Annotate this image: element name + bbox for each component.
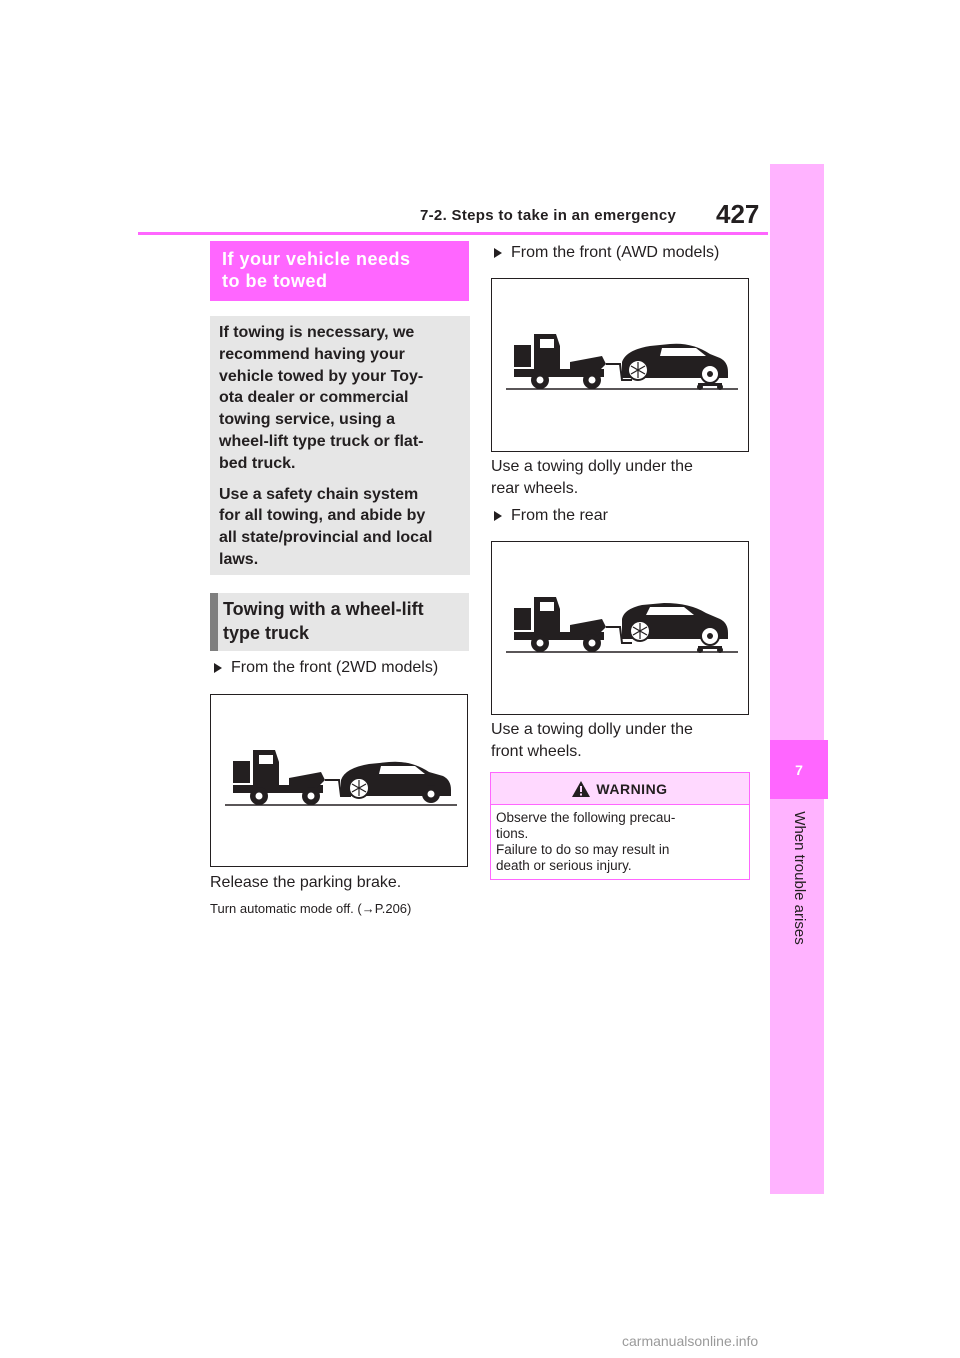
intro-box — [210, 316, 470, 575]
item-from-rear: From the rear — [494, 507, 608, 525]
footer-watermark[interactable]: carmanualsonline.info — [622, 1333, 759, 1349]
tow-truck-dolly-illustration-icon — [492, 279, 750, 453]
page-number: 427 — [716, 199, 760, 229]
bullet-triangle-icon — [494, 248, 502, 258]
heading-if-vehicle-needs-towing: If your vehicle needs to be towed — [210, 241, 469, 301]
warning-box — [490, 772, 750, 880]
warning-header — [491, 773, 749, 805]
chapter-label: When trouble arises — [791, 811, 808, 945]
item-front-2wd: From the front (2WD models) — [214, 659, 438, 677]
warning-title: WARNING — [596, 780, 668, 797]
note-dolly-rear-wheels: Use a towing dolly under the rear wheels. — [491, 458, 693, 497]
heading-towing-wheel-lift: Towing with a wheel-lift type truck — [210, 593, 469, 651]
chapter-side-tab — [770, 164, 824, 1194]
intro-paragraph-1: If towing is necessary, we recommend having your vehicle towed by your Toy- ota dealer or commercial towing service, using a wheel-lift type truck or flat- bed truck. — [219, 324, 424, 472]
section-title: 7-2. Steps to take in an emergency — [420, 207, 677, 224]
header-rule — [138, 232, 768, 235]
bullet-triangle-icon — [214, 663, 222, 673]
bullet-triangle-icon — [494, 511, 502, 521]
tow-truck-rear-illustration-icon — [492, 542, 750, 716]
note-turn-automatic-mode-off: Turn automatic mode off. (→P.206) — [210, 901, 412, 916]
warning-triangle-icon — [572, 781, 590, 797]
intro-paragraph-2: Use a safety chain system for all towing, and abide by all state/provincial and local laws. — [219, 485, 433, 568]
warning-text: Observe the following precau- tions. Failure to do so may result in death or serious injury. — [496, 810, 676, 873]
arrow-icon: → — [361, 901, 375, 916]
tow-truck-illustration-icon — [211, 695, 469, 868]
item-front-awd: From the front (AWD models) — [494, 244, 719, 262]
note-release-parking-brake: Release the parking brake. — [210, 874, 402, 891]
figure-tow-front-2wd — [210, 694, 468, 867]
figure-tow-front-awd — [491, 278, 749, 452]
chapter-number: 7 — [770, 740, 828, 799]
note-dolly-front-wheels: Use a towing dolly under the front wheels. — [491, 721, 693, 760]
figure-tow-from-rear — [491, 541, 749, 715]
page-ref-link[interactable]: P.206) — [374, 901, 412, 916]
